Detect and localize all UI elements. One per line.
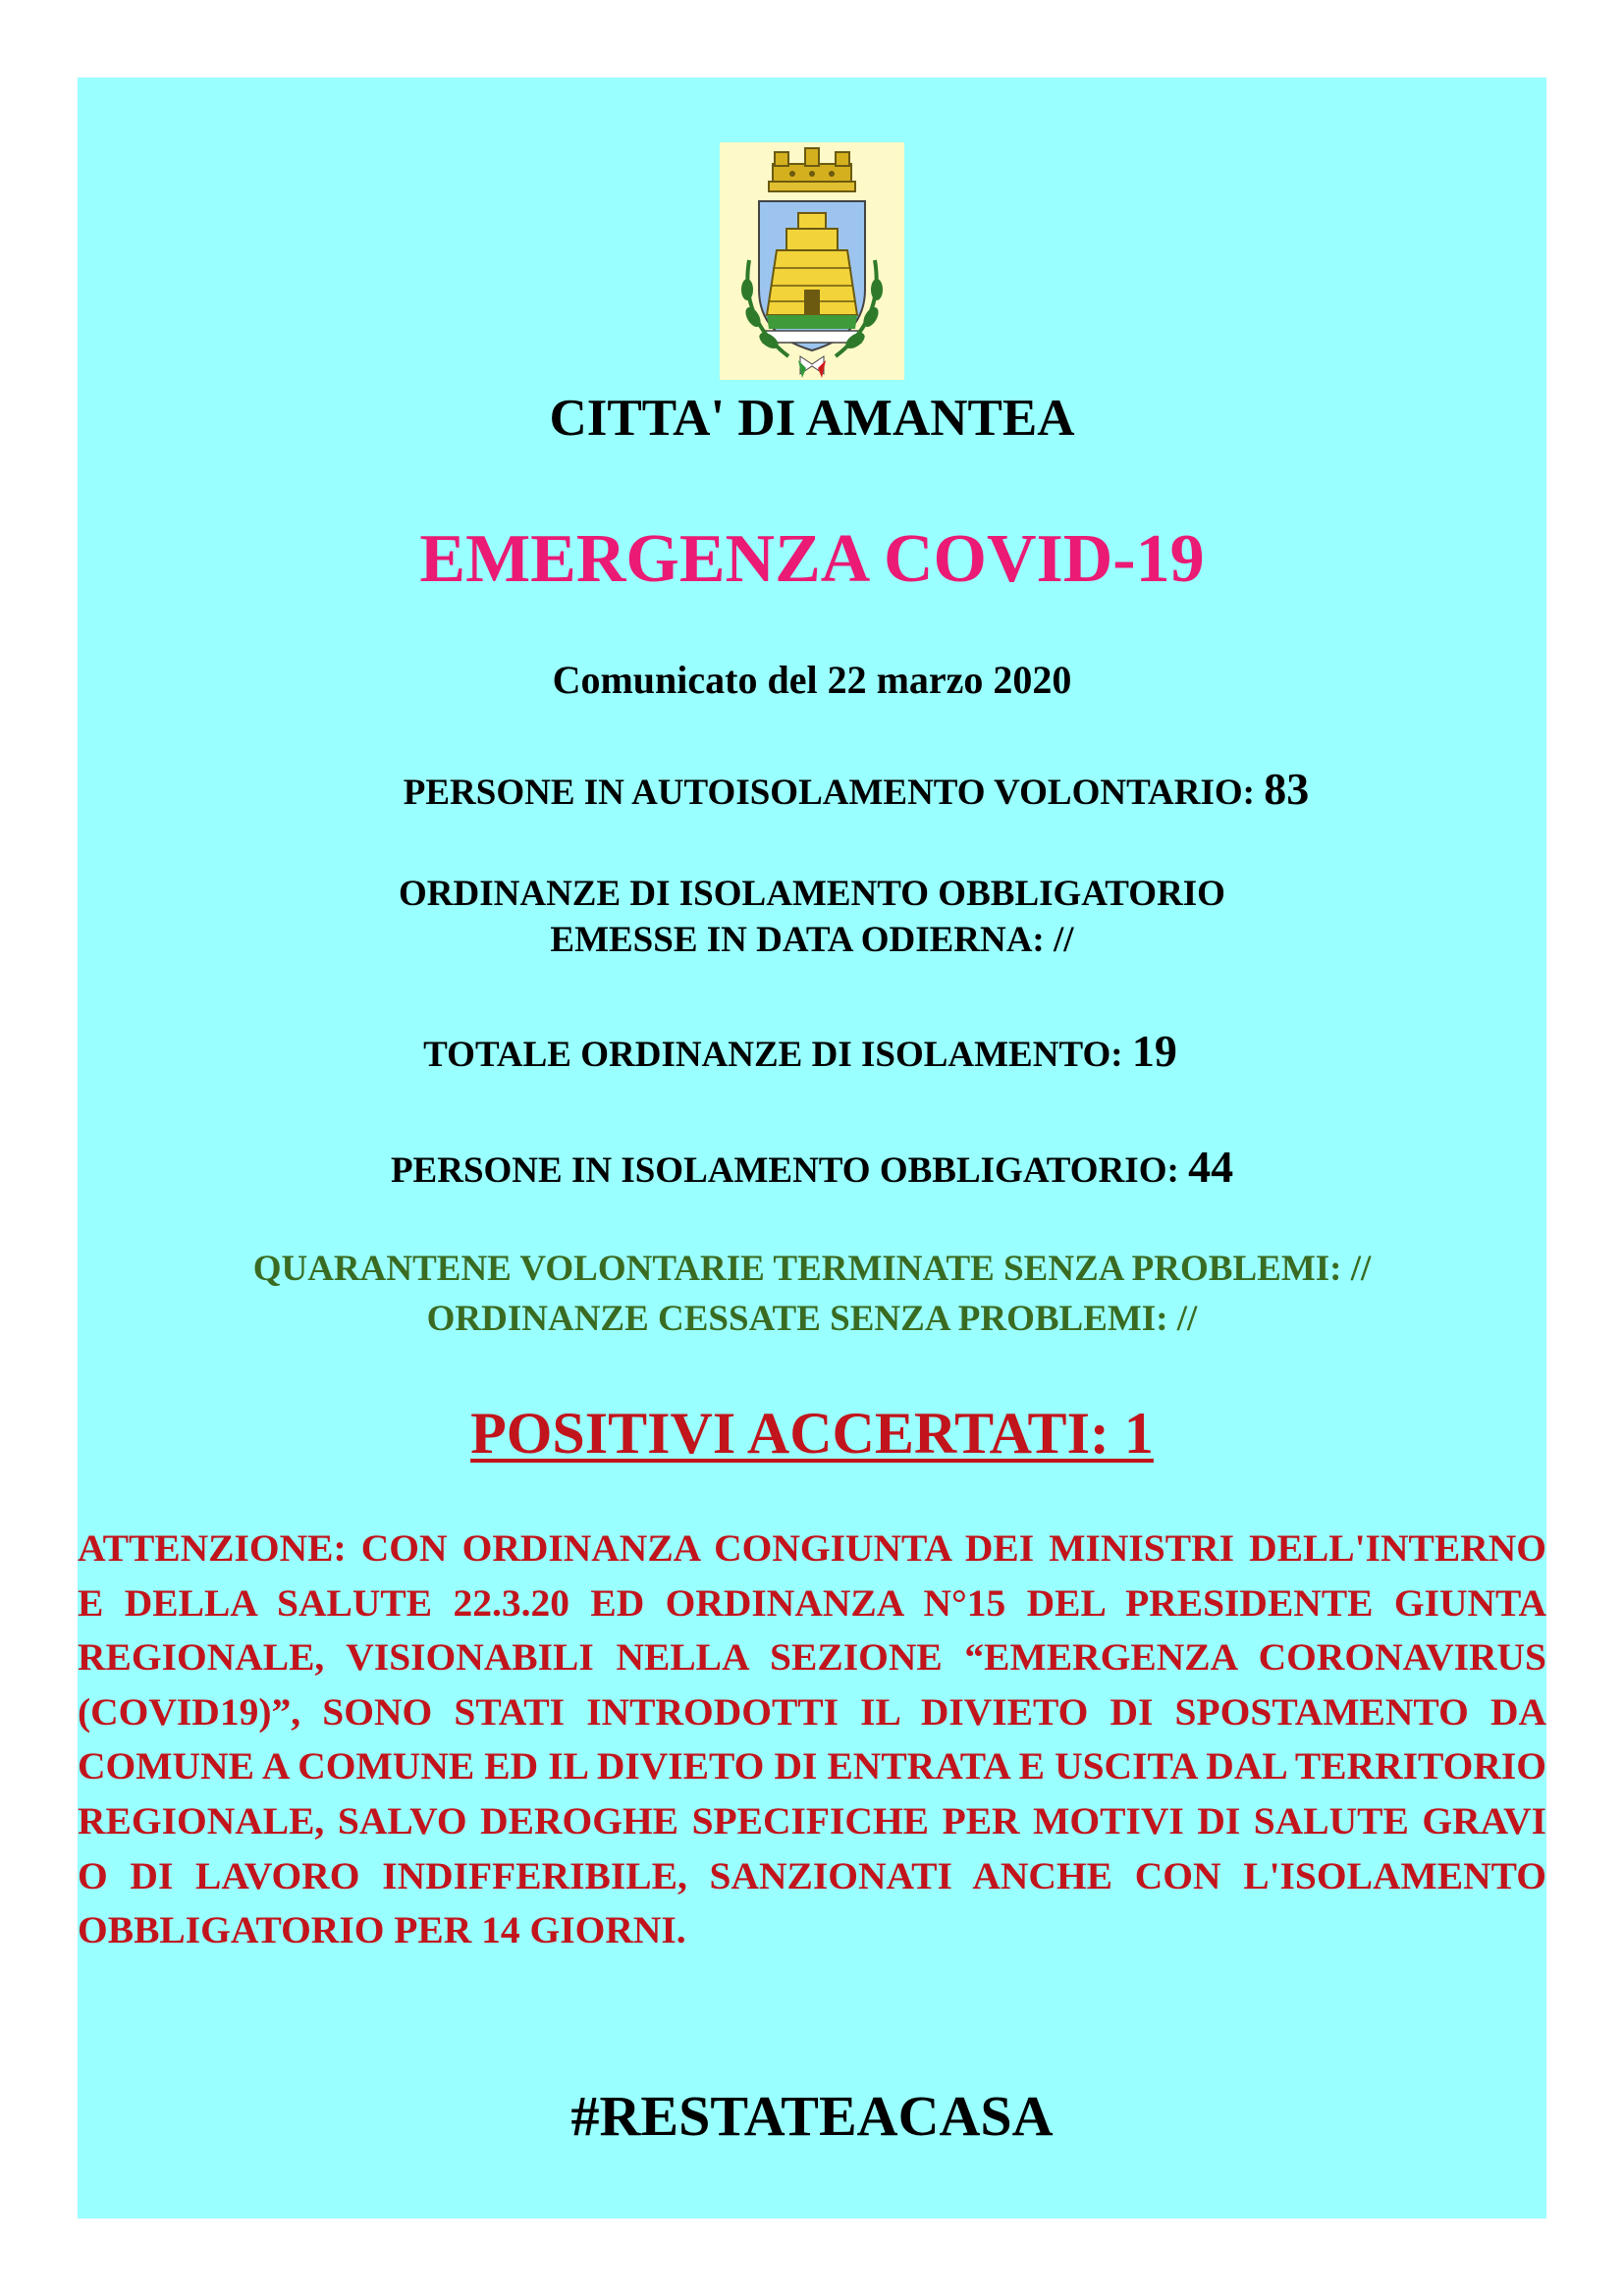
amantea-crest-icon	[720, 142, 904, 380]
communique-date: Comunicato del 22 marzo 2020	[552, 658, 1072, 702]
stat-orders-today-line2: EMESSE IN DATA ODIERNA: //	[550, 920, 1074, 960]
positives-confirmed	[78, 1400, 1546, 1468]
stat-self-isolation-label: PERSONE IN AUTOISOLAMENTO VOLONTARIO:	[403, 773, 1255, 813]
orders-ceased: ORDINANZE CESSATE SENZA PROBLEMI: //	[426, 1299, 1198, 1339]
stat-total-orders-value: 19	[1131, 1026, 1177, 1076]
stat-self-isolation-value: 83	[1264, 764, 1310, 814]
stat-self-isolation	[122, 763, 1591, 815]
stat-mandatory-isolation-label: PERSONE IN ISOLAMENTO OBBLIGATORIO:	[390, 1150, 1179, 1191]
stat-mandatory-isolation-value: 44	[1188, 1142, 1234, 1192]
positives-confirmed-text: POSITIVI ACCERTATI: 1	[470, 1401, 1154, 1466]
poster	[78, 78, 1546, 2218]
travel-ban-notice: ATTENZIONE: CON ORDINANZA CONGIUNTA DEI MINISTRI DELL'INTERNO E DELLA SALUTE 22.3.20 ED ORDINANZA N°15 DEL PRESIDENTE GIUNTA REGIONALE, VISIONABILI NELLA SEZIONE “EMERGENZA CORONAVIRUS (COVID19)”, SONO STATI INTRODOTTI IL DIVIETO DI SPOSTAMENTO DA COMUNE A COMUNE ED IL DIVIETO DI ENTRATA E USCITA DAL TERRITORIO REGIONALE, SALVO DEROGHE SPECIFICHE PER MOTIVI DI SALUTE GRAVI O DI LAVORO INDIFFERIBILE, SANZIONATI ANCHE CON L'ISOLAMENTO OBBLIGATORIO PER 14 GIORNI.	[78, 1526, 1546, 1952]
stat-orders-today-line1: ORDINANZE DI ISOLAMENTO OBBLIGATORIO	[399, 874, 1225, 914]
stat-total-orders	[66, 1025, 1535, 1077]
stat-mandatory-isolation	[78, 1141, 1546, 1193]
quarantine-ended: QUARANTENE VOLONTARIE TERMINATE SENZA PROBLEMI: //	[252, 1249, 1372, 1289]
emergency-title: EMERGENZA COVID-19	[419, 521, 1205, 597]
hashtag: #RESTATEACASA	[570, 2084, 1054, 2148]
city-name: CITTA' DI AMANTEA	[549, 390, 1075, 447]
stat-total-orders-label: TOTALE ORDINANZE DI ISOLAMENTO:	[423, 1035, 1123, 1075]
